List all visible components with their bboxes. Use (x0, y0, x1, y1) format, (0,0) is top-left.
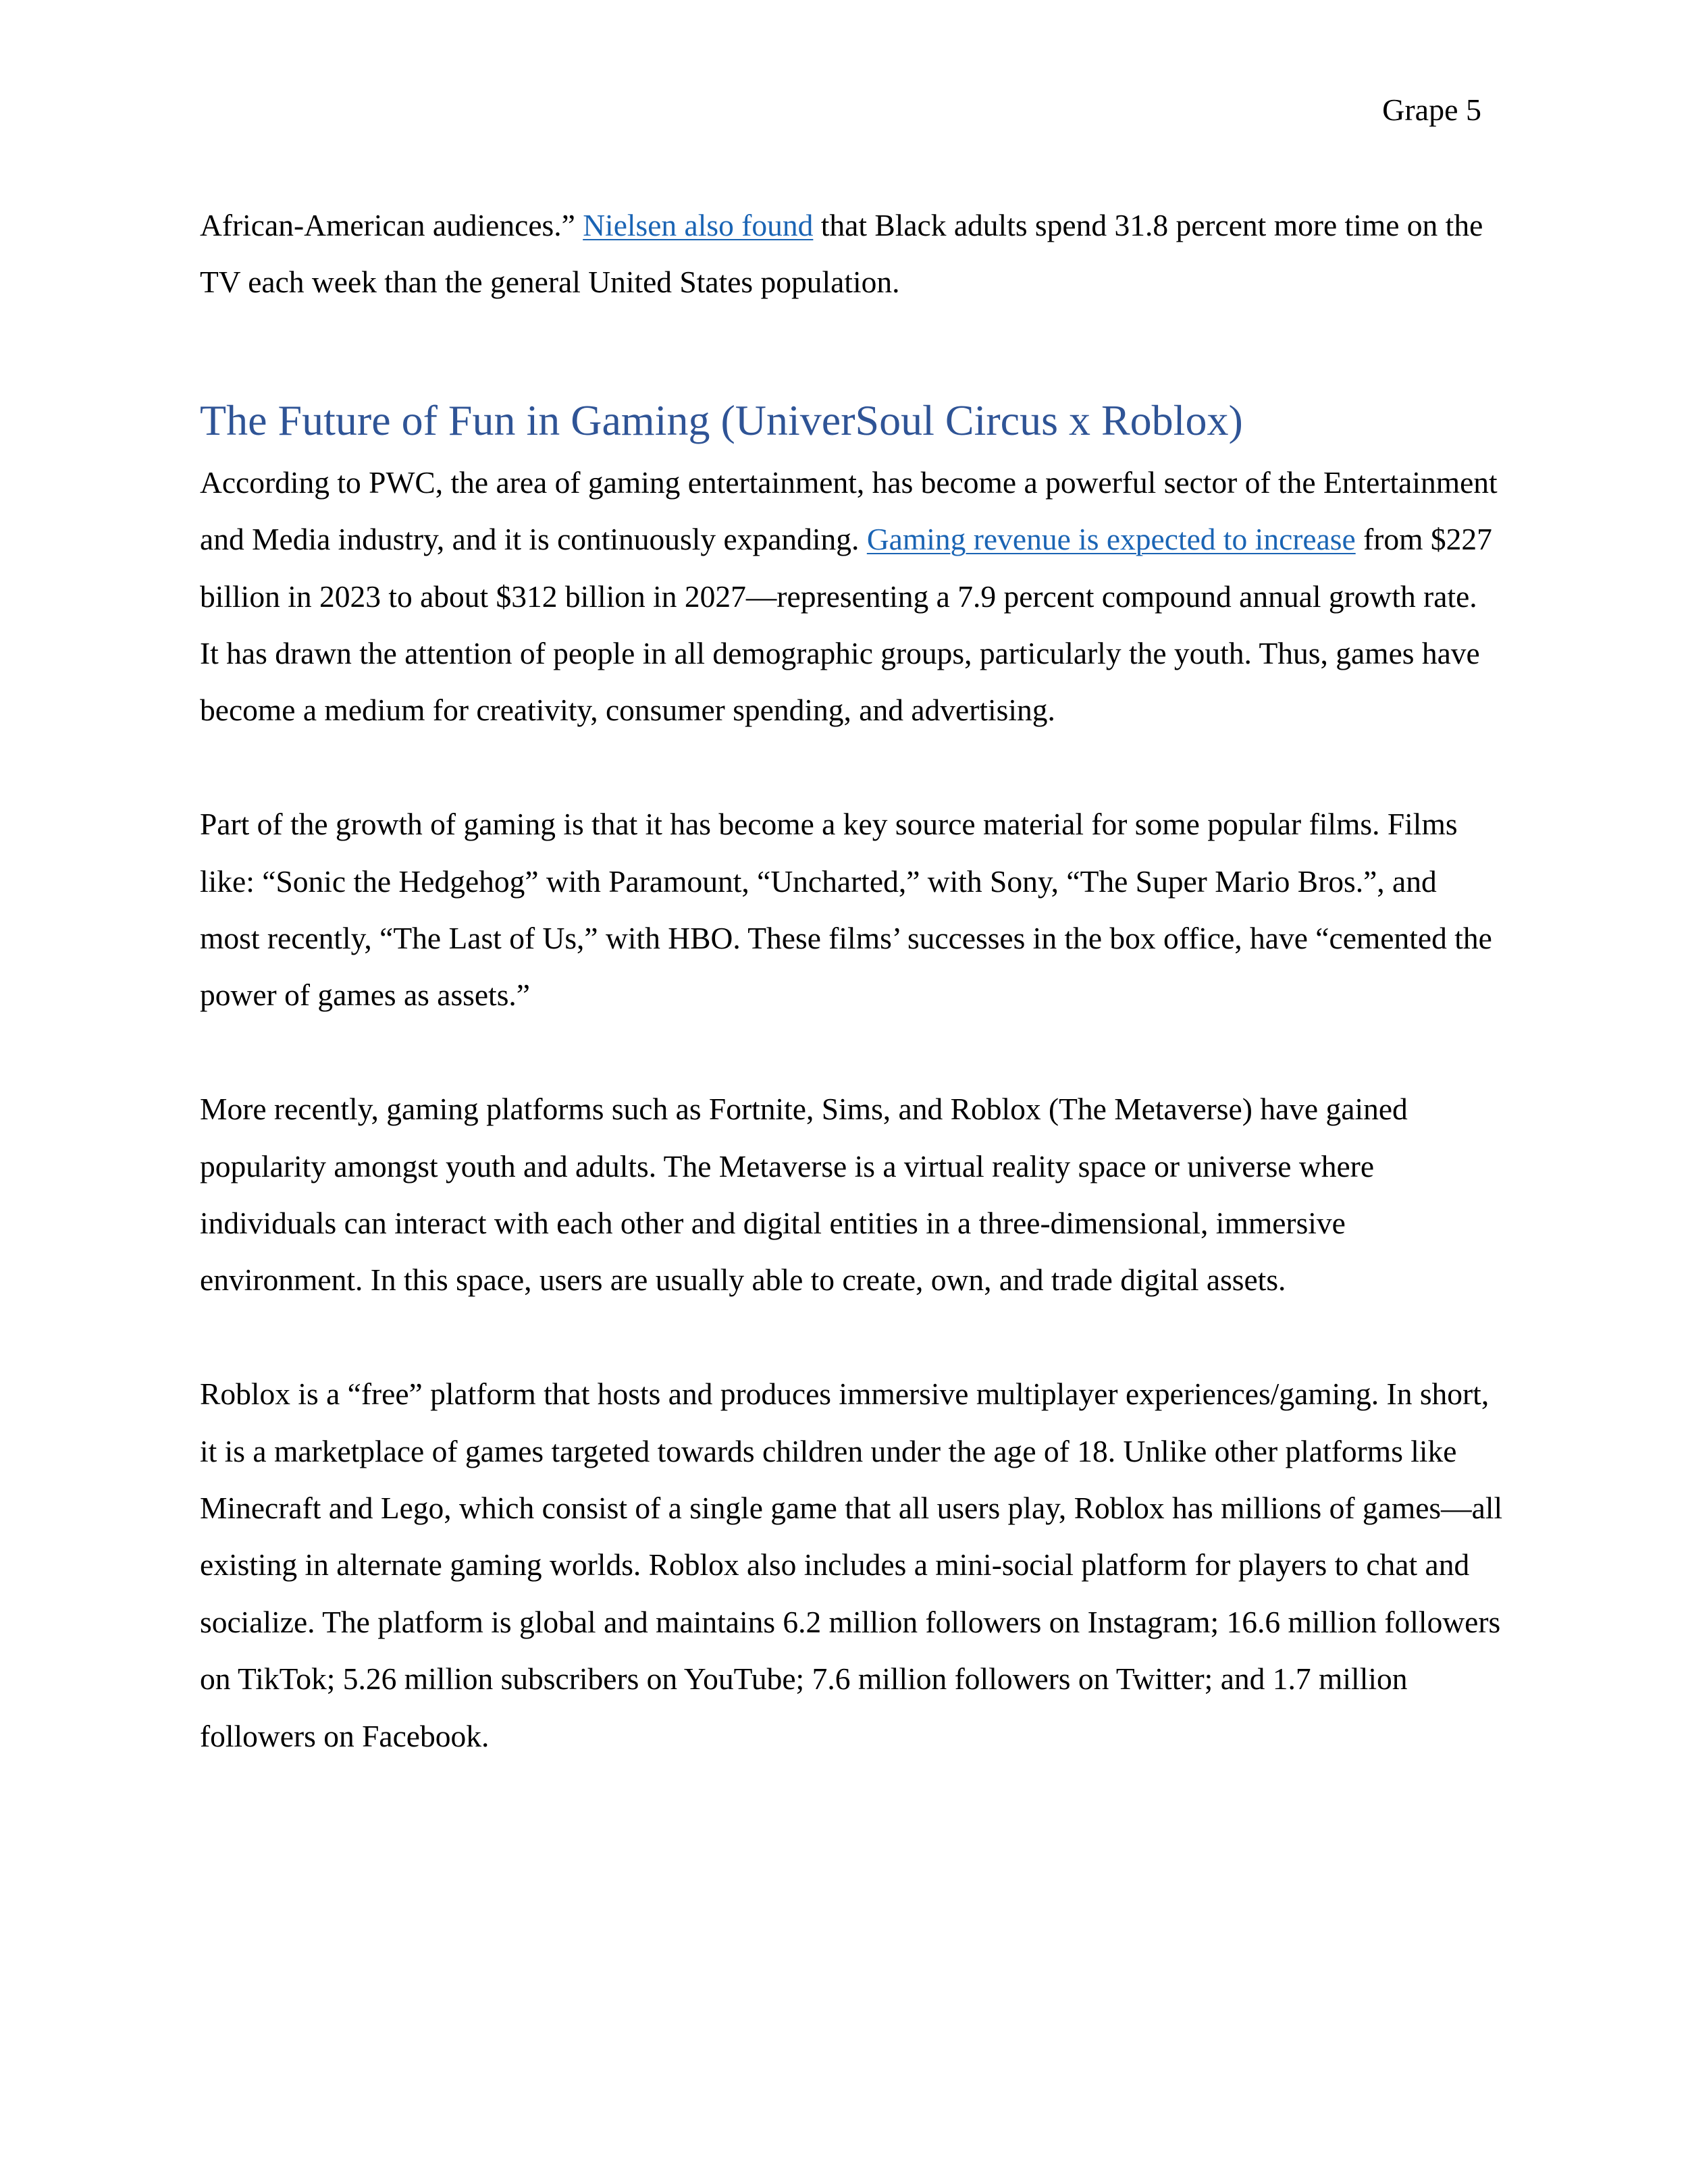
page-number-label: Grape 5 (1382, 92, 1481, 127)
section-heading: The Future of Fun in Gaming (UniverSoul Circus x Roblox) (200, 396, 1243, 444)
paragraph-metaverse: More recently, gaming platforms such as Fortnite, Sims, and Roblox (The Metaverse) have gained popularity amongst youth and adults. The Metaverse is a virtual reality space or universe where individuals can interact with each other and digital entities in a three-dimensional, immersive environment. In this space, users are usually able to create, own, and trade digital assets. (200, 1092, 1408, 1298)
paragraph-text: According to PWC, the area of gaming entertainment, has become a powerful sector of the Entertainment and Media industry, and it is continuously expanding. (200, 464, 1498, 557)
paragraph-films: Part of the growth of gaming is that it has become a key source material for some popular films. Films like: “Sonic the Hedgehog” with Paramount, “Uncharted,” with Sony, “The Super Mario Bros.”, and most recently, “The Last of Us,” with HBO. These films’ successes in the box office, have “cemented the power of games as assets.” (200, 807, 1492, 1013)
paragraph-pwc (200, 454, 1503, 739)
nielsen-link[interactable]: Nielsen also found (583, 208, 814, 242)
paragraph-nielsen (200, 197, 1503, 311)
document-body (200, 197, 1503, 1765)
paragraph-text: African-American audiences.” (200, 208, 583, 242)
paragraph-roblox: Roblox is a “free” platform that hosts and produces immersive multiplayer experiences/gaming. In short, it is a marketplace of games targeted towards children under the age of 18. Unlike other platforms like Minecraft and Lego, which consist of a single game that all users play, Roblox has millions of games—all existing in alternate gaming worlds. Roblox also includes a mini-social platform for players to chat and socialize. The platform is global and maintains 6.2 million followers on Instagram; 16.6 million followers on TikTok; 5.26 million subscribers on YouTube; 7.6 million followers on Twitter; and 1.7 million followers on Facebook. (200, 1377, 1503, 1753)
gaming-revenue-link[interactable]: Gaming revenue is expected to increase (866, 522, 1356, 557)
paragraph-text: that Black adults spend 31.8 percent more time on the TV each week than the general United States population. (200, 208, 1483, 300)
paragraph-text: from $227 billion in 2023 to about $312 billion in 2027—representing a 7.9 percent compound annual growth rate. It has drawn the attention of people in all demographic groups, particularly the youth. Thus, games have become a medium for creativity, consumer spending, and advertising. (200, 522, 1492, 728)
page-header (1382, 92, 1481, 127)
